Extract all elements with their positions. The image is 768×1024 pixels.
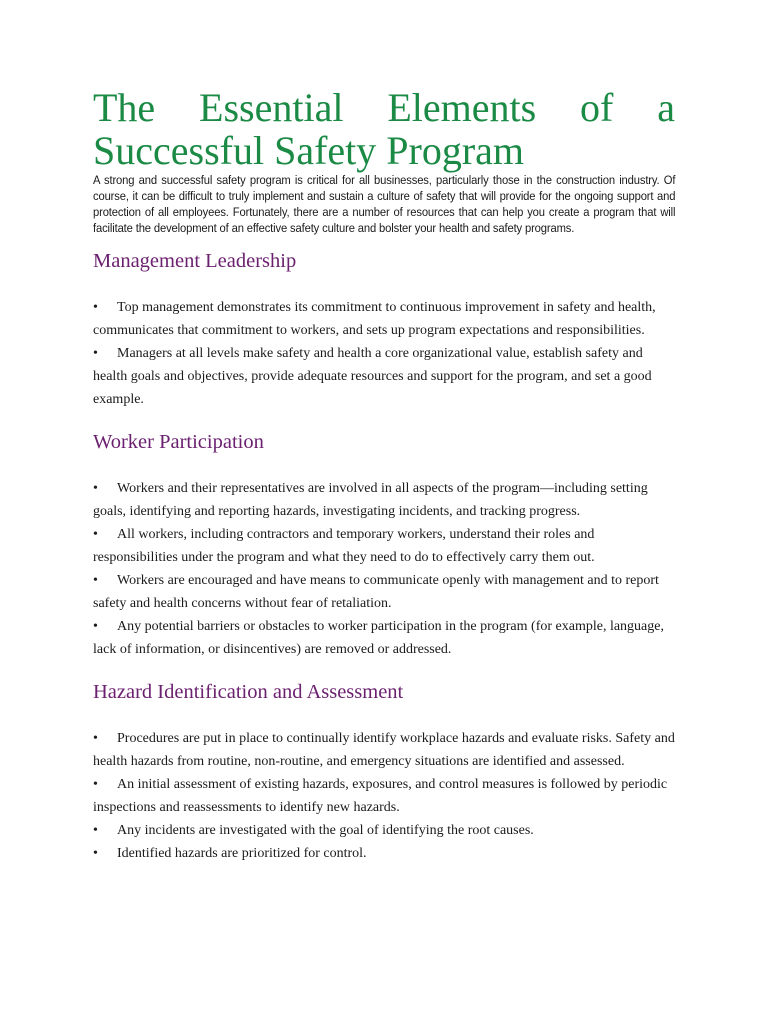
list-item-text: All workers, including contractors and temporary workers, understand their roles and responsibilities under the program and what they need to do to effectively carry them out. (93, 527, 595, 565)
section-heading: Management Leadership (93, 250, 297, 272)
bullet-icon: • (93, 573, 98, 588)
title-line-2: Successful Safety Program (93, 128, 525, 173)
list-item (93, 569, 675, 615)
bullet-icon: • (93, 846, 98, 861)
bullet-icon: • (93, 619, 98, 634)
section-management-leadership (93, 248, 675, 411)
bullet-icon: • (93, 731, 98, 746)
section-heading: Hazard Identification and Assessment (93, 681, 404, 703)
list-item (93, 477, 675, 523)
list-item (93, 773, 675, 819)
bullet-list (93, 296, 675, 411)
list-item (93, 615, 675, 661)
bullet-icon: • (93, 300, 98, 315)
bullet-list (93, 727, 675, 865)
title-line-1: The Essential Elements of a (93, 85, 675, 130)
list-item (93, 342, 675, 411)
list-item (93, 727, 675, 773)
document-title (93, 86, 675, 172)
list-item-text: Any potential barriers or obstacles to worker participation in the program (for example, language, lack of information, or disincentives) are removed or addressed. (93, 619, 664, 657)
intro-paragraph: A strong and successful safety program is critical for all businesses, particularly those in the construction industry. Of course, it can be difficult to truly implement and sustain a culture of safety that will provide for the ongoing support and protection of all employees. Fortunately, there are a number of resources that can help you create a program that will facilitate the development of an effective safety culture and bolster your health and safety programs. (93, 173, 676, 235)
bullet-icon: • (93, 346, 98, 361)
list-item-text: Any incidents are investigated with the goal of identifying the root causes. (117, 823, 534, 838)
section-hazard-identification (93, 679, 675, 865)
bullet-icon: • (93, 823, 98, 838)
bullet-icon: • (93, 777, 98, 792)
list-item (93, 842, 675, 865)
list-item-text: Managers at all levels make safety and health a core organizational value, establish safety and health goals and objectives, provide adequate resources and support for the program, and set a good example. (93, 346, 652, 407)
list-item (93, 523, 675, 569)
list-item-text: Workers and their representatives are involved in all aspects of the program—including setting goals, identifying and reporting hazards, investigating incidents, and tracking progress. (93, 481, 648, 519)
list-item-text: Top management demonstrates its commitment to continuous improvement in safety and health, communicates that commitment to workers, and sets up program expectations and responsibilities. (93, 300, 656, 338)
list-item (93, 296, 675, 342)
list-item (93, 819, 675, 842)
bullet-icon: • (93, 481, 98, 496)
section-worker-participation (93, 429, 675, 661)
list-item-text: Identified hazards are prioritized for control. (117, 846, 367, 861)
document-page (93, 86, 675, 865)
bullet-icon: • (93, 527, 98, 542)
section-heading: Worker Participation (93, 431, 264, 453)
list-item-text: Procedures are put in place to continually identify workplace hazards and evaluate risks. Safety and health hazards from routine, non-routine, and emergency situations are identified and assessed. (93, 731, 675, 769)
list-item-text: Workers are encouraged and have means to communicate openly with management and to report safety and health concerns without fear of retaliation. (93, 573, 659, 611)
list-item-text: An initial assessment of existing hazards, exposures, and control measures is followed by periodic inspections and reassessments to identify new hazards. (93, 777, 668, 815)
bullet-list (93, 477, 675, 661)
